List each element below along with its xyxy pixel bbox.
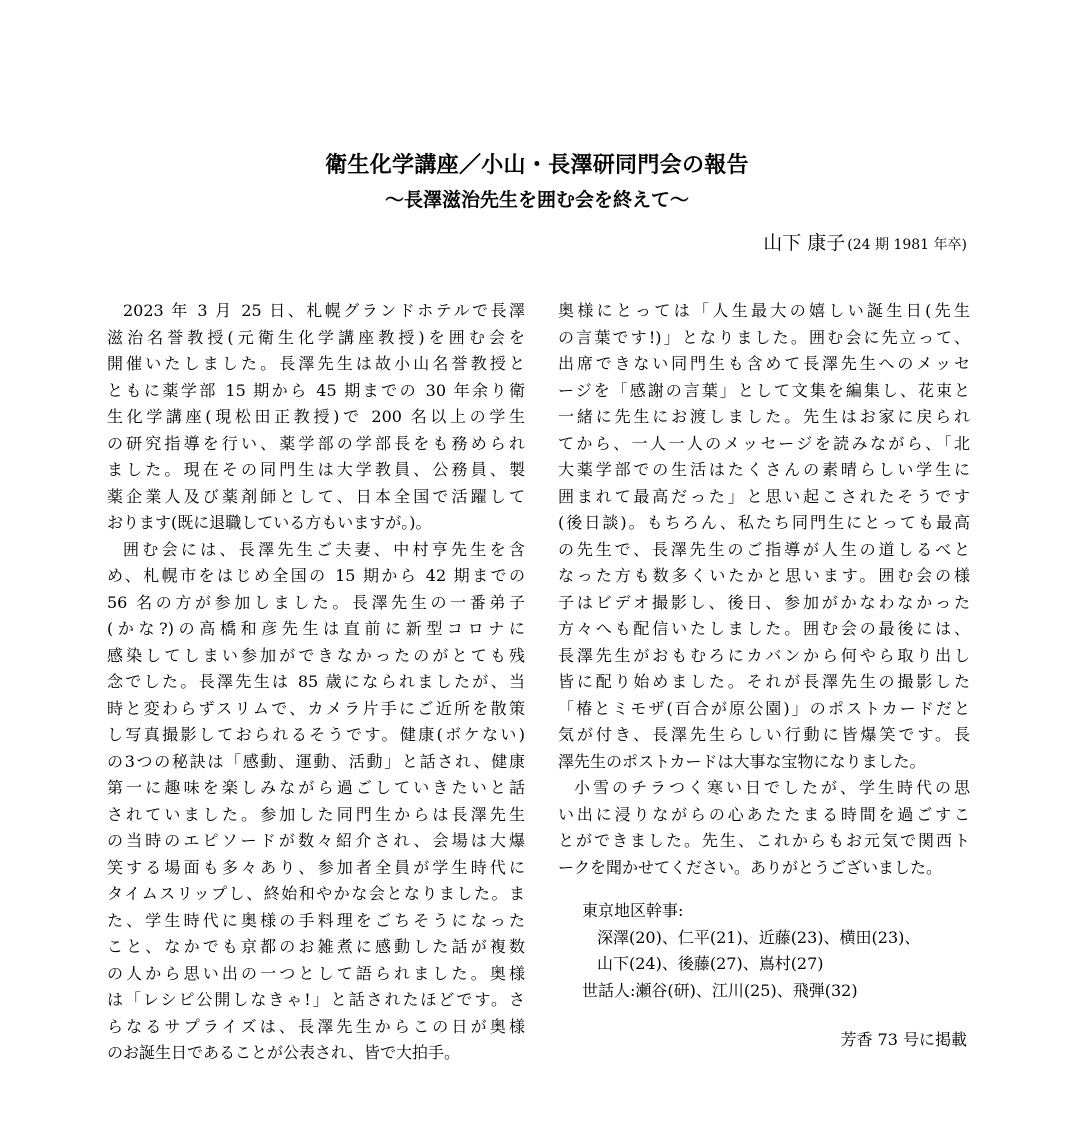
secretaries-list <box>582 898 920 1004</box>
text-line: 気が付き、長澤先生らしい行動に皆爆笑です。長 <box>558 725 970 744</box>
text-line: 大薬学部での生活はたくさんの素晴らしい学生に <box>558 460 970 479</box>
text-line: し写真撮影しておられるそうです。健康(ボケない) <box>107 725 525 744</box>
article-title: 衛生化学講座／小山・長澤研同門会の報告 <box>325 153 749 178</box>
text-line: 囲まれて最高だった」と思い起こされたそうです <box>558 486 970 506</box>
text-line: 薬企業人及び薬剤師として、日本全国で活躍して <box>107 486 525 506</box>
text-line: の先生で、長澤先生のご指導が人生の道しるべと <box>558 539 970 559</box>
text-line: 念でした。長澤先生は 85 歳になられましたが、当 <box>107 672 525 691</box>
text-line: 一緒に先生にお渡しました。先生はお家に戻られ <box>558 407 970 426</box>
text-line: の研究指導を行い、薬学部の学部長をも務められ <box>107 433 525 453</box>
text-line: ともに薬学部 15 期から 45 期までの 30 年余り衛 <box>107 380 525 400</box>
publication-note: 芳香 73 号に掲載 <box>840 1030 967 1049</box>
text-line: は「レシピ公開しなきゃ!」と話されたほどです。さ <box>107 990 525 1009</box>
text-line: の言葉です!)」となりました。囲む会に先立って、 <box>558 327 970 347</box>
text-line: 生化学講座(現松田正教授)で 200 名以上の学生 <box>107 407 525 426</box>
text-line: おります(既に退職している方もいますが。)。 <box>107 513 432 532</box>
text-line: なった方も数多くいたかと思います。囲む会の様 <box>558 566 970 585</box>
text-line: (かな?)の高橋和彦先生は直前に新型コロナに <box>107 619 525 638</box>
text-line: た、学生時代に奥様の手料理をごちそうになった <box>107 910 525 930</box>
secretaries-line: 深澤(20)、仁平(21)、近藤(23)、横田(23)、 <box>597 927 921 947</box>
body-column-left <box>107 298 525 1067</box>
article-subtitle: ～長澤滋治先生を囲む会を終えて～ <box>384 189 689 211</box>
text-line: 奥様にとっては「人生最大の嬉しい誕生日(先生 <box>558 301 970 320</box>
text-line: 「椿とミモザ(百合が原公園)」のポストカードだと <box>558 698 970 718</box>
text-line: 第一に趣味を楽しみながら過ごしていきたいと話 <box>107 778 525 797</box>
text-line: い出に浸りながらの心あたたまる時間を過ごすこ <box>558 804 970 824</box>
text-line: 感染してしまい参加ができなかったのがとても残 <box>107 645 525 665</box>
text-line: されていました。参加した同門生からは長澤先生 <box>107 804 525 824</box>
text-line: 56 名の方が参加しました。長澤先生の一番弟子 <box>107 592 525 612</box>
text-line: (後日談)。もちろん、私たち同門生にとっても最高 <box>558 513 970 532</box>
text-line: 笑する場面も多々あり、参加者全員が学生時代に <box>107 857 525 877</box>
text-line: 囲む会には、長澤先生ご夫妻、中村亨先生を含 <box>123 539 525 559</box>
text-line: 2023 年 3 月 25 日、札幌グランドホテルで長澤 <box>123 301 525 320</box>
text-line: 皆に配り始めました。それが長澤先生の撮影した <box>558 672 970 691</box>
secretaries-heading: 東京地区幹事: <box>582 901 684 920</box>
text-line: ージを「感謝の言葉」として文集を編集し、花束と <box>558 380 970 400</box>
text-line: め、札幌市をはじめ全国の 15 期から 42 期までの <box>107 566 525 585</box>
text-line: の人から思い出の一つとして語られました。奥様 <box>107 963 525 983</box>
text-line: ークを聞かせてください。ありがとうございました。 <box>558 857 943 877</box>
body-column-right <box>558 298 970 881</box>
text-line: 滋治名誉教授(元衛生化学講座教授)を囲む会を <box>107 327 525 347</box>
text-line: 方々へも配信いたしました。囲む会の最後には、 <box>558 619 970 638</box>
text-line: 小雪のチラつく寒い日でしたが、学生時代の思 <box>574 778 970 797</box>
text-line: らなるサプライズは、長澤先生からこの日が奥様 <box>107 1016 525 1036</box>
text-line: 開催いたしました。長澤先生は故小山名誉教授と <box>107 354 525 373</box>
text-line: 長澤先生がおもむろにカバンから何やら取り出し <box>558 645 970 665</box>
text-line: のお誕生日であることが公表され、皆で大拍手。 <box>107 1043 460 1062</box>
text-line: の当時のエピソードが数々紹介され、会場は大爆 <box>107 831 525 850</box>
text-line: 出席できない同門生も含めて長澤先生へのメッセ <box>558 354 970 373</box>
text-line: てから、一人一人のメッセージを読みながら、「北 <box>558 433 970 453</box>
author-detail: (24 期 1981 年卒) <box>847 237 967 253</box>
text-line: とができました。先生、これからもお元気で関西ト <box>558 831 970 850</box>
text-line: タイムスリップし、終始和やかな会となりました。ま <box>107 884 525 903</box>
text-line: こと、なかでも京都のお雑煮に感動した話が複数 <box>107 937 525 956</box>
organizers-line: 世話人:瀬谷(研)、江川(25)、飛弾(32) <box>582 980 858 1000</box>
text-line: 時と変わらずスリムで、カメラ片手にご近所を散策 <box>107 698 525 718</box>
author-name: 山下 康子 <box>763 232 846 254</box>
text-line: ました。現在その同門生は大学教員、公務員、製 <box>107 460 525 479</box>
text-line: の3つの秘訣は「感動、運動、活動」と話され、健康 <box>107 751 525 771</box>
text-line: 澤先生のポストカードは大事な宝物になりました。 <box>558 751 926 771</box>
author-byline <box>763 229 967 259</box>
text-line: 子はビデオ撮影し、後日、参加がかなわなかった <box>558 592 970 612</box>
secretaries-line: 山下(24)、後藤(27)、嶌村(27) <box>597 954 824 973</box>
